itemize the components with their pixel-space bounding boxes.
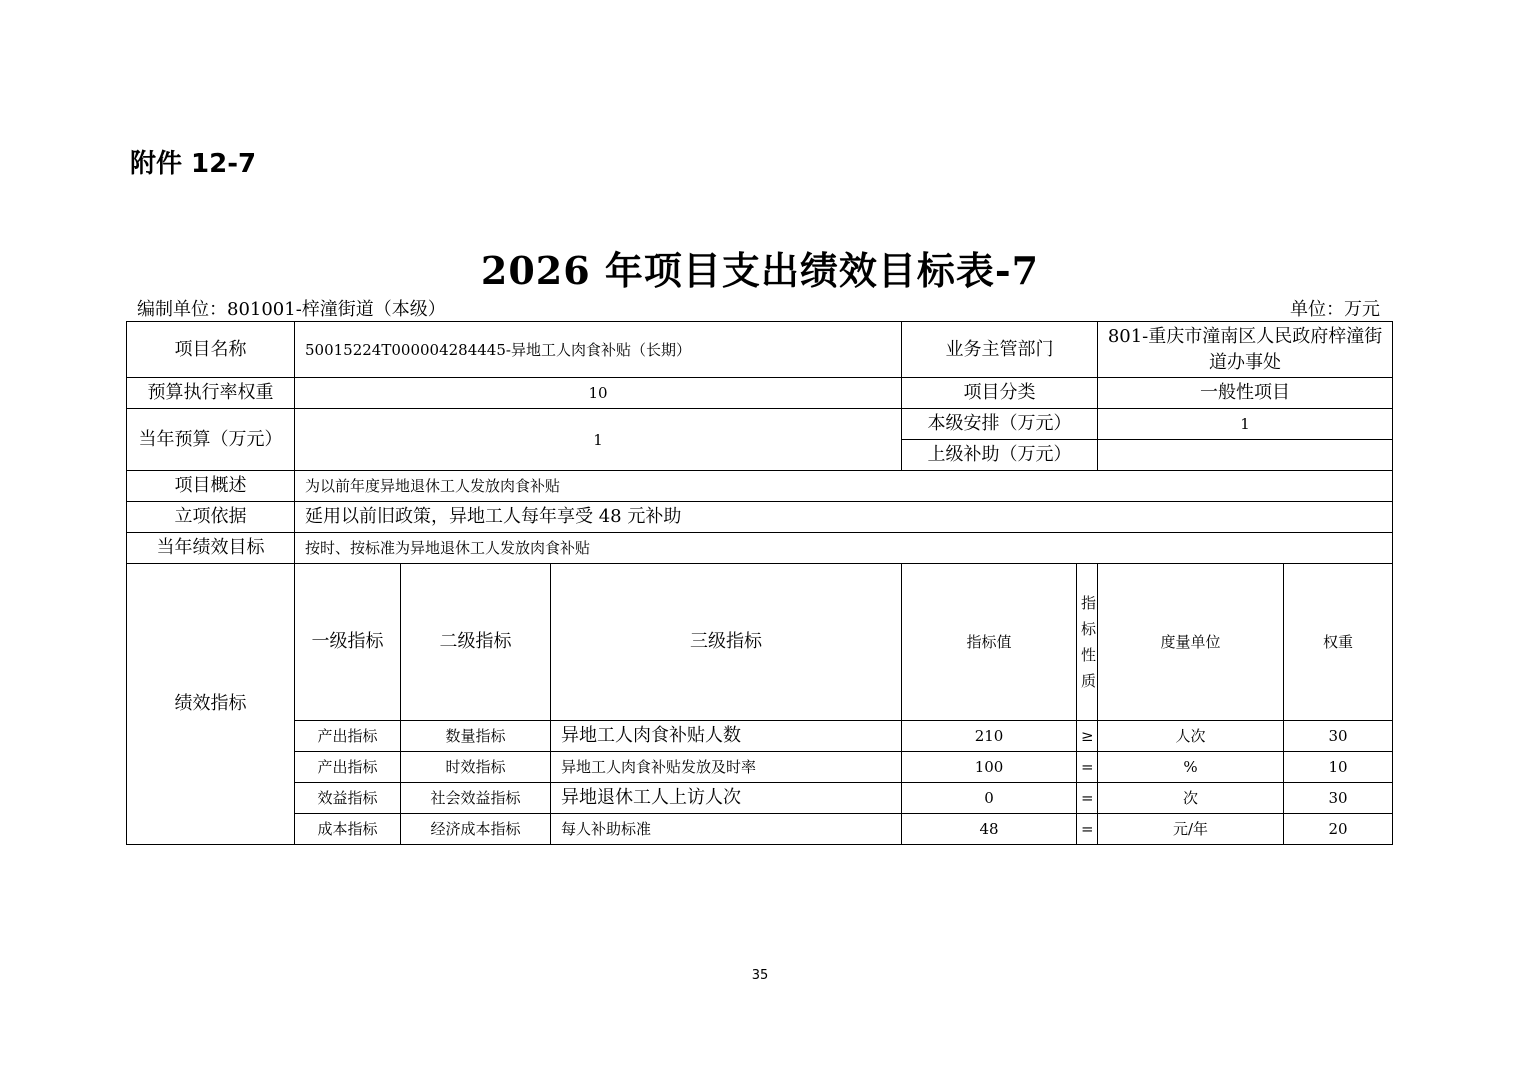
row-weight: 20 <box>1284 814 1393 845</box>
page-number: 35 <box>751 968 769 983</box>
dept-label: 业务主管部门 <box>902 322 1098 378</box>
overview-label: 项目概述 <box>127 471 295 502</box>
row-weight: 30 <box>1284 721 1393 752</box>
indicator-header-row <box>127 564 1393 721</box>
category-label: 项目分类 <box>902 378 1098 409</box>
row-level3: 异地工人肉食补贴发放及时率 <box>551 752 902 783</box>
row-level1: 产出指标 <box>295 752 401 783</box>
goal-label: 当年绩效目标 <box>127 533 295 564</box>
row-weight: 10 <box>1284 752 1393 783</box>
row-level2: 时效指标 <box>401 752 551 783</box>
currency-unit: 单位：万元 <box>1290 299 1380 320</box>
budget-label: 当年预算（万元） <box>127 409 295 471</box>
budget-value: 1 <box>295 409 902 471</box>
basis-row <box>127 502 1393 533</box>
col-level2: 二级指标 <box>401 564 551 721</box>
goal-row <box>127 533 1393 564</box>
budget-row <box>127 409 1393 440</box>
row-level1: 产出指标 <box>295 721 401 752</box>
table-row <box>127 783 1393 814</box>
rate-weight-label: 预算执行率权重 <box>127 378 295 409</box>
row-level1: 成本指标 <box>295 814 401 845</box>
col-value: 指标值 <box>902 564 1077 721</box>
row-level1: 效益指标 <box>295 783 401 814</box>
row-level2: 社会效益指标 <box>401 783 551 814</box>
table-row <box>127 721 1393 752</box>
row-level3: 异地退休工人上访人次 <box>551 783 902 814</box>
row-level3: 每人补助标准 <box>551 814 902 845</box>
category-value: 一般性项目 <box>1098 378 1393 409</box>
row-unit: 人次 <box>1098 721 1284 752</box>
row-weight: 30 <box>1284 783 1393 814</box>
rate-weight-value: 10 <box>295 378 902 409</box>
upper-subsidy-label: 上级补助（万元） <box>902 440 1098 471</box>
overview-value: 为以前年度异地退休工人发放肉食补贴 <box>295 471 1393 502</box>
table-row <box>127 752 1393 783</box>
row-value: 48 <box>902 814 1077 845</box>
row-level3: 异地工人肉食补贴人数 <box>551 721 902 752</box>
row-value: 210 <box>902 721 1077 752</box>
local-arrangement-label: 本级安排（万元） <box>902 409 1098 440</box>
table-row <box>127 814 1393 845</box>
row-level2: 数量指标 <box>401 721 551 752</box>
row-value: 0 <box>902 783 1077 814</box>
project-name-label: 项目名称 <box>127 322 295 378</box>
performance-target-table <box>126 321 1393 845</box>
upper-subsidy-value <box>1098 440 1393 471</box>
compiling-unit: 编制单位：801001-梓潼街道（本级） <box>137 299 446 320</box>
project-name-row <box>127 322 1393 378</box>
local-arrangement-value: 1 <box>1098 409 1393 440</box>
row-value: 100 <box>902 752 1077 783</box>
overview-row <box>127 471 1393 502</box>
dept-value: 801-重庆市潼南区人民政府梓潼街道办事处 <box>1098 322 1393 378</box>
row-unit: % <box>1098 752 1284 783</box>
col-level1: 一级指标 <box>295 564 401 721</box>
row-unit: 次 <box>1098 783 1284 814</box>
basis-value: 延用以前旧政策，异地工人每年享受 48 元补助 <box>295 502 1393 533</box>
row-nature: = <box>1077 814 1098 845</box>
col-weight: 权重 <box>1284 564 1393 721</box>
project-name-value: 50015224T000004284445-异地工人肉食补贴（长期） <box>295 322 902 378</box>
col-unit: 度量单位 <box>1098 564 1284 721</box>
indicators-label: 绩效指标 <box>127 564 295 845</box>
col-level3: 三级指标 <box>551 564 902 721</box>
page-title: 2026 年项目支出绩效目标表-7 <box>480 248 1040 293</box>
row-nature: = <box>1077 783 1098 814</box>
row-level2: 经济成本指标 <box>401 814 551 845</box>
row-nature: = <box>1077 752 1098 783</box>
row-nature: ≥ <box>1077 721 1098 752</box>
basis-label: 立项依据 <box>127 502 295 533</box>
row-unit: 元/年 <box>1098 814 1284 845</box>
rate-weight-row <box>127 378 1393 409</box>
goal-value: 按时、按标准为异地退休工人发放肉食补贴 <box>295 533 1393 564</box>
col-nature: 指标性质 <box>1077 564 1098 721</box>
attachment-label: 附件 12-7 <box>130 149 257 179</box>
